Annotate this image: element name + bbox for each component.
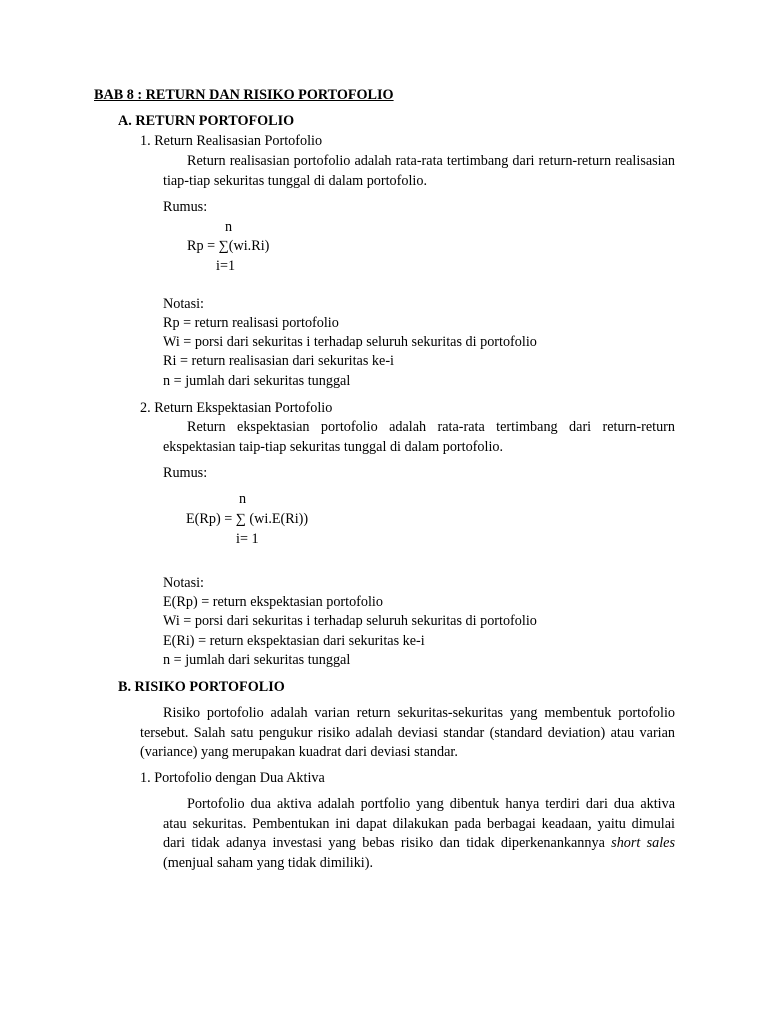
- section-a-heading: A. RETURN PORTOFOLIO: [118, 113, 295, 129]
- paragraph-text: (menjual saham yang tidak dimiliki).: [163, 854, 374, 871]
- page-title: BAB 8 : RETURN DAN RISIKO PORTOFOLIO: [94, 87, 394, 103]
- notasi-2-line: n = jumlah dari sekuritas tunggal: [163, 652, 351, 668]
- notasi-2-line: Wi = porsi dari sekuritas i terhadap seluruh sekuritas di portofolio: [163, 613, 537, 629]
- section-b-item1-heading: 1. Portofolio dengan Dua Aktiva: [140, 770, 325, 786]
- section-b-item1-paragraph: [163, 795, 675, 873]
- formula1-upper-limit: n: [225, 219, 233, 235]
- section-a-item1-heading: 1. Return Realisasian Portofolio: [140, 133, 323, 149]
- section-b-heading: B. RISIKO PORTOFOLIO: [118, 679, 285, 695]
- formula2-upper-limit: n: [239, 491, 247, 507]
- section-a-item2-heading: 2. Return Ekspektasian Portofolio: [140, 400, 333, 416]
- short-sales-term: short sales: [611, 835, 676, 852]
- notasi-1-line: Wi = porsi dari sekuritas i terhadap seluruh sekuritas di portofolio: [163, 334, 537, 350]
- notasi-2-line: E(Ri) = return ekspektasian dari sekuritas ke-i: [163, 633, 425, 649]
- notasi-1-line: Ri = return realisasian dari sekuritas ke-i: [163, 353, 394, 369]
- notasi-1-line: n = jumlah dari sekuritas tunggal: [163, 373, 351, 389]
- paragraph-text: Portofolio dua aktiva adalah portfolio yang dibentuk hanya terdiri dari dua aktiva atau sekuritas. Pembentukan ini dapat dilakukan pada berbagai keadaan, yaitu dimulai dari tidak adanya investasi yang bebas risiko dan tidak diperkenankannya: [163, 796, 675, 852]
- section-b-paragraph: Risiko portofolio adalah varian return sekuritas-sekuritas yang membentuk portofolio tersebut. Salah satu pengukur risiko adalah deviasi standar (standard deviation) atau varian (variance) yang merupakan kuadrat dari deviasi standar.: [140, 705, 675, 761]
- formula1-lower-limit: i=1: [216, 258, 236, 274]
- notasi-label-2: Notasi:: [163, 575, 204, 591]
- rumus-label-1: Rumus:: [163, 199, 208, 215]
- notasi-label-1: Notasi:: [163, 296, 204, 312]
- section-a-item1-paragraph: Return realisasian portofolio adalah rata-rata tertimbang dari return-return realisasian tiap-tiap sekuritas tunggal di dalam portofolio.: [163, 153, 675, 189]
- section-a-item2-paragraph: Return ekspektasian portofolio adalah rata-rata tertimbang dari return-return ekspektasian taip-tiap sekuritas tunggal di dalam portofolio.: [163, 419, 675, 455]
- formula2-lower-limit: i= 1: [236, 531, 259, 547]
- formula1-main: Rp = ∑(wi.Ri): [187, 238, 270, 254]
- notasi-2-line: E(Rp) = return ekspektasian portofolio: [163, 594, 383, 610]
- rumus-label-2: Rumus:: [163, 465, 208, 481]
- formula2-main: E(Rp) = ∑ (wi.E(Ri)): [186, 511, 309, 527]
- notasi-1-line: Rp = return realisasi portofolio: [163, 315, 339, 331]
